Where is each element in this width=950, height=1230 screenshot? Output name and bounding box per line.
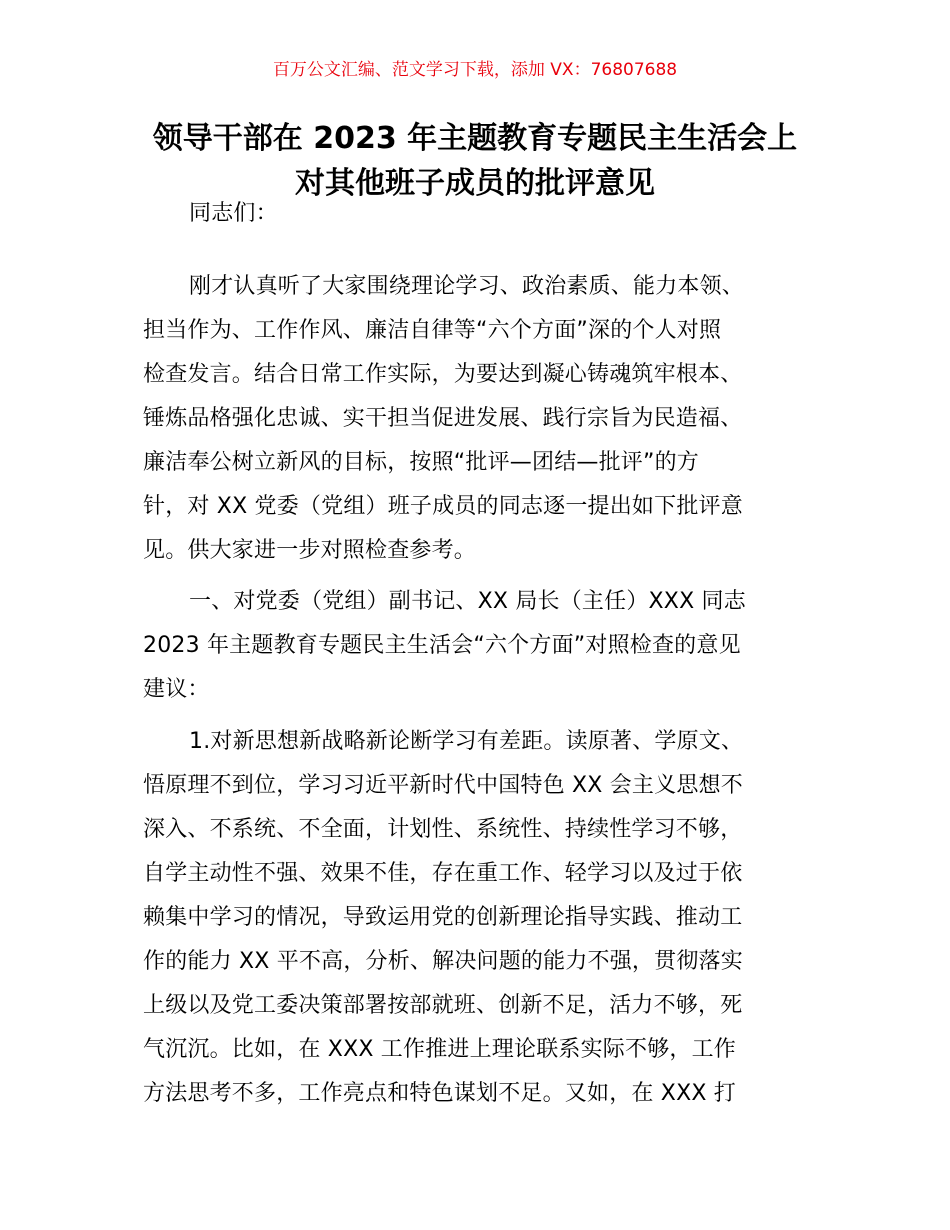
title-line-2: 对其他班子成员的批评意见 (295, 166, 655, 201)
paragraph-line: 赖集中学习的情况，导致运用党的创新理论指导实践、推动工 (143, 905, 743, 930)
intro-paragraph (143, 265, 810, 573)
paragraph-line: 针，对 XX 党委（党组）班子成员的同志逐一提出如下批评意 (143, 494, 743, 519)
header-watermark-note: 百万公文汇编、范文学习下载，添加 VX：76807688 (272, 60, 678, 80)
paragraph-line: 气沉沉。比如，在 XXX 工作推进上理论联系实际不够，工作 (143, 1037, 737, 1062)
paragraph-line: 深入、不系统、不全面，计划性、系统性、持续性学习不够， (143, 817, 743, 842)
paragraph-line: 方法思考不多，工作亮点和特色谋划不足。又如，在 XXX 打 (143, 1081, 737, 1106)
section-1-heading (143, 580, 810, 712)
paragraph-line: 建议： (143, 677, 210, 702)
paragraph-line: 刚才认真听了大家围绕理论学习、政治素质、能力本领、 (189, 274, 745, 299)
paragraph-line: 1.对新思想新战略新论断学习有差距。读原著、学原文、 (189, 729, 744, 754)
paragraph-line: 锤炼品格强化忠诚、实干担当促进发展、践行宗旨为民造福、 (143, 406, 743, 431)
paragraph-line: 作的能力 XX 平不高，分析、解决问题的能力不强，贯彻落实 (143, 949, 743, 974)
paragraph-line: 检查发言。结合日常工作实际，为要达到凝心铸魂筑牢根本、 (143, 362, 743, 387)
salutation: 同志们： (189, 201, 278, 226)
paragraph-line: 担当作为、工作作风、廉洁自律等“六个方面”深的个人对照 (143, 318, 722, 343)
paragraph-line: 自学主动性不强、效果不佳，存在重工作、轻学习以及过于依 (143, 861, 743, 886)
salutation-paragraph (143, 192, 810, 236)
paragraph-line: 廉洁奉公树立新风的目标，按照“批评—团结—批评”的方 (143, 450, 699, 475)
paragraph-line: 悟原理不到位，学习习近平新时代中国特色 XX 会主义思想不 (143, 773, 743, 798)
item-1-paragraph (143, 720, 810, 1116)
paragraph-line: 见。供大家进一步对照检查参考。 (143, 538, 477, 563)
paragraph-line: 2023 年主题教育专题民主生活会“六个方面”对照检查的意见 (143, 633, 741, 658)
paragraph-line: 一、对党委（党组）副书记、XX 局长（主任）XXX 同志 (189, 589, 746, 614)
title-line-1: 领导干部在 2023 年主题教育专题民主生活会上 (152, 121, 798, 156)
paragraph-line: 上级以及党工委决策部署按部就班、创新不足，活力不够，死 (143, 993, 743, 1018)
